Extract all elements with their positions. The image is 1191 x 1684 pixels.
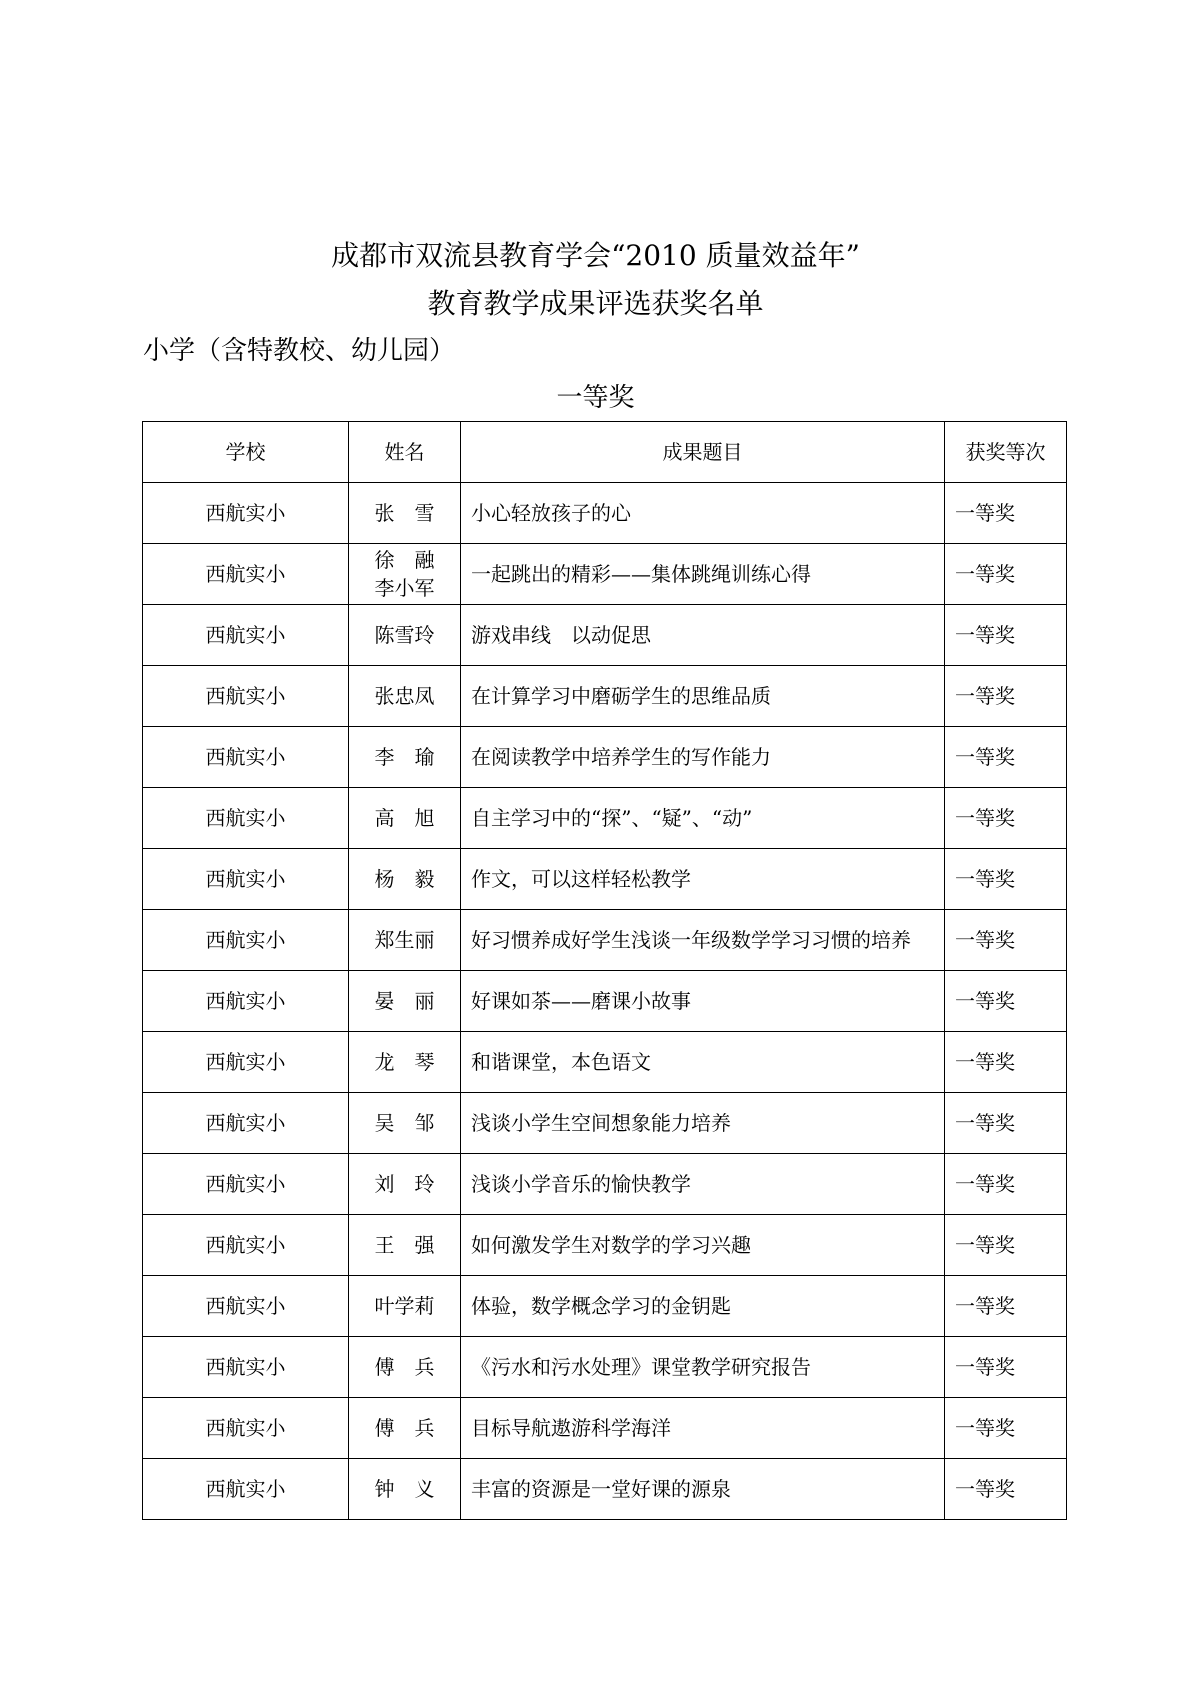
cell-award-level: 一等奖 (945, 788, 1067, 849)
cell-name-container (349, 483, 461, 544)
cell-name: 张 雪 (374, 501, 435, 525)
cell-name: 陈雪玲 (374, 623, 435, 647)
table-row (143, 971, 1067, 1032)
table-row (143, 1276, 1067, 1337)
cell-title: 目标导航遨游科学海洋 (461, 1398, 945, 1459)
column-header-name: 姓名 (349, 422, 461, 483)
cell-award-level: 一等奖 (945, 1154, 1067, 1215)
cell-title: 和谐课堂，本色语文 (461, 1032, 945, 1093)
table-row (143, 605, 1067, 666)
table-header-row (143, 422, 1067, 483)
table-row (143, 1459, 1067, 1520)
cell-name: 傅 兵 (374, 1355, 435, 1379)
table-row (143, 727, 1067, 788)
table-row (143, 1215, 1067, 1276)
cell-award-level: 一等奖 (945, 1398, 1067, 1459)
cell-school: 西航实小 (143, 849, 349, 910)
cell-name-container (349, 1093, 461, 1154)
cell-name-container (349, 666, 461, 727)
table-body (143, 483, 1067, 1520)
cell-name-container (349, 1459, 461, 1520)
cell-title: 丰富的资源是一堂好课的源泉 (461, 1459, 945, 1520)
cell-school: 西航实小 (143, 1032, 349, 1093)
column-header-title: 成果题目 (461, 422, 945, 483)
cell-title: 体验，数学概念学习的金钥匙 (461, 1276, 945, 1337)
cell-name-container (349, 1154, 461, 1215)
table-row (143, 910, 1067, 971)
cell-name: 李 瑜 (374, 745, 435, 769)
cell-name-container (349, 1032, 461, 1093)
cell-title: 好课如茶——磨课小故事 (461, 971, 945, 1032)
cell-school: 西航实小 (143, 483, 349, 544)
table-row (143, 1093, 1067, 1154)
cell-name-container (349, 849, 461, 910)
cell-school: 西航实小 (143, 1337, 349, 1398)
cell-title: 小心轻放孩子的心 (461, 483, 945, 544)
cell-name: 龙 琴 (374, 1050, 435, 1074)
cell-name: 张忠凤 (374, 684, 435, 708)
table-row (143, 849, 1067, 910)
cell-school: 西航实小 (143, 971, 349, 1032)
cell-school: 西航实小 (143, 544, 349, 605)
cell-school: 西航实小 (143, 605, 349, 666)
cell-award-level: 一等奖 (945, 1337, 1067, 1398)
cell-award-level: 一等奖 (945, 727, 1067, 788)
table-row (143, 1154, 1067, 1215)
cell-award-level: 一等奖 (945, 483, 1067, 544)
cell-name: 晏 丽 (374, 989, 435, 1013)
cell-name: 郑生丽 (374, 928, 435, 952)
document-title-line1: 成都市双流县教育学会“2010 质量效益年” (331, 239, 860, 272)
column-header-award: 获奖等次 (945, 422, 1067, 483)
cell-title: 在计算学习中磨砺学生的思维品质 (461, 666, 945, 727)
cell-award-level: 一等奖 (945, 1215, 1067, 1276)
cell-name: 钟 义 (374, 1477, 435, 1501)
cell-award-level: 一等奖 (945, 666, 1067, 727)
cell-name-container (349, 1215, 461, 1276)
cell-award-level: 一等奖 (945, 1459, 1067, 1520)
cell-name: 王 强 (374, 1233, 435, 1257)
cell-school: 西航实小 (143, 1093, 349, 1154)
awards-table (142, 421, 1067, 1520)
cell-school: 西航实小 (143, 1215, 349, 1276)
cell-title: 浅谈小学生空间想象能力培养 (461, 1093, 945, 1154)
cell-award-level: 一等奖 (945, 910, 1067, 971)
cell-school: 西航实小 (143, 910, 349, 971)
cell-name: 叶学莉 (374, 1294, 435, 1318)
table-row (143, 544, 1067, 605)
cell-name: 高 旭 (374, 806, 435, 830)
cell-award-level: 一等奖 (945, 1276, 1067, 1337)
cell-award-level: 一等奖 (945, 971, 1067, 1032)
cell-title: 作文，可以这样轻松教学 (461, 849, 945, 910)
cell-name: 傅 兵 (374, 1416, 435, 1440)
cell-school: 西航实小 (143, 727, 349, 788)
cell-name: 徐 融 李小军 (374, 548, 435, 600)
cell-title: 浅谈小学音乐的愉快教学 (461, 1154, 945, 1215)
table-row (143, 666, 1067, 727)
column-header-school: 学校 (143, 422, 349, 483)
cell-school: 西航实小 (143, 1276, 349, 1337)
cell-award-level: 一等奖 (945, 605, 1067, 666)
document-title-line2: 教育教学成果评选获奖名单 (427, 287, 764, 320)
table-row (143, 1032, 1067, 1093)
cell-school: 西航实小 (143, 1459, 349, 1520)
table-row (143, 788, 1067, 849)
cell-school: 西航实小 (143, 788, 349, 849)
cell-title: 好习惯养成好学生浅谈一年级数学学习习惯的培养 (461, 910, 945, 971)
cell-name-container (349, 605, 461, 666)
table-row (143, 1398, 1067, 1459)
cell-title: 如何激发学生对数学的学习兴趣 (461, 1215, 945, 1276)
cell-school: 西航实小 (143, 1398, 349, 1459)
cell-name-container (349, 1276, 461, 1337)
cell-name-container (349, 544, 461, 605)
cell-name-container (349, 788, 461, 849)
table-row (143, 483, 1067, 544)
cell-title: 在阅读教学中培养学生的写作能力 (461, 727, 945, 788)
cell-award-level: 一等奖 (945, 849, 1067, 910)
cell-school: 西航实小 (143, 666, 349, 727)
cell-name-container (349, 971, 461, 1032)
cell-title: 自主学习中的“探”、“疑”、“动” (461, 788, 945, 849)
cell-award-level: 一等奖 (945, 1032, 1067, 1093)
cell-name-container (349, 1398, 461, 1459)
category-heading: 小学（含特教校、幼儿园） (143, 336, 456, 366)
award-level-heading: 一等奖 (556, 383, 635, 413)
cell-award-level: 一等奖 (945, 544, 1067, 605)
cell-name: 吴 邹 (374, 1111, 435, 1135)
cell-name-container (349, 910, 461, 971)
cell-name-container (349, 727, 461, 788)
cell-name: 杨 毅 (374, 867, 435, 891)
cell-award-level: 一等奖 (945, 1093, 1067, 1154)
cell-school: 西航实小 (143, 1154, 349, 1215)
cell-title: 一起跳出的精彩——集体跳绳训练心得 (461, 544, 945, 605)
table-row (143, 1337, 1067, 1398)
cell-name-container (349, 1337, 461, 1398)
cell-title: 《污水和污水处理》课堂教学研究报告 (461, 1337, 945, 1398)
cell-name: 刘 玲 (374, 1172, 435, 1196)
cell-title: 游戏串线 以动促思 (461, 605, 945, 666)
